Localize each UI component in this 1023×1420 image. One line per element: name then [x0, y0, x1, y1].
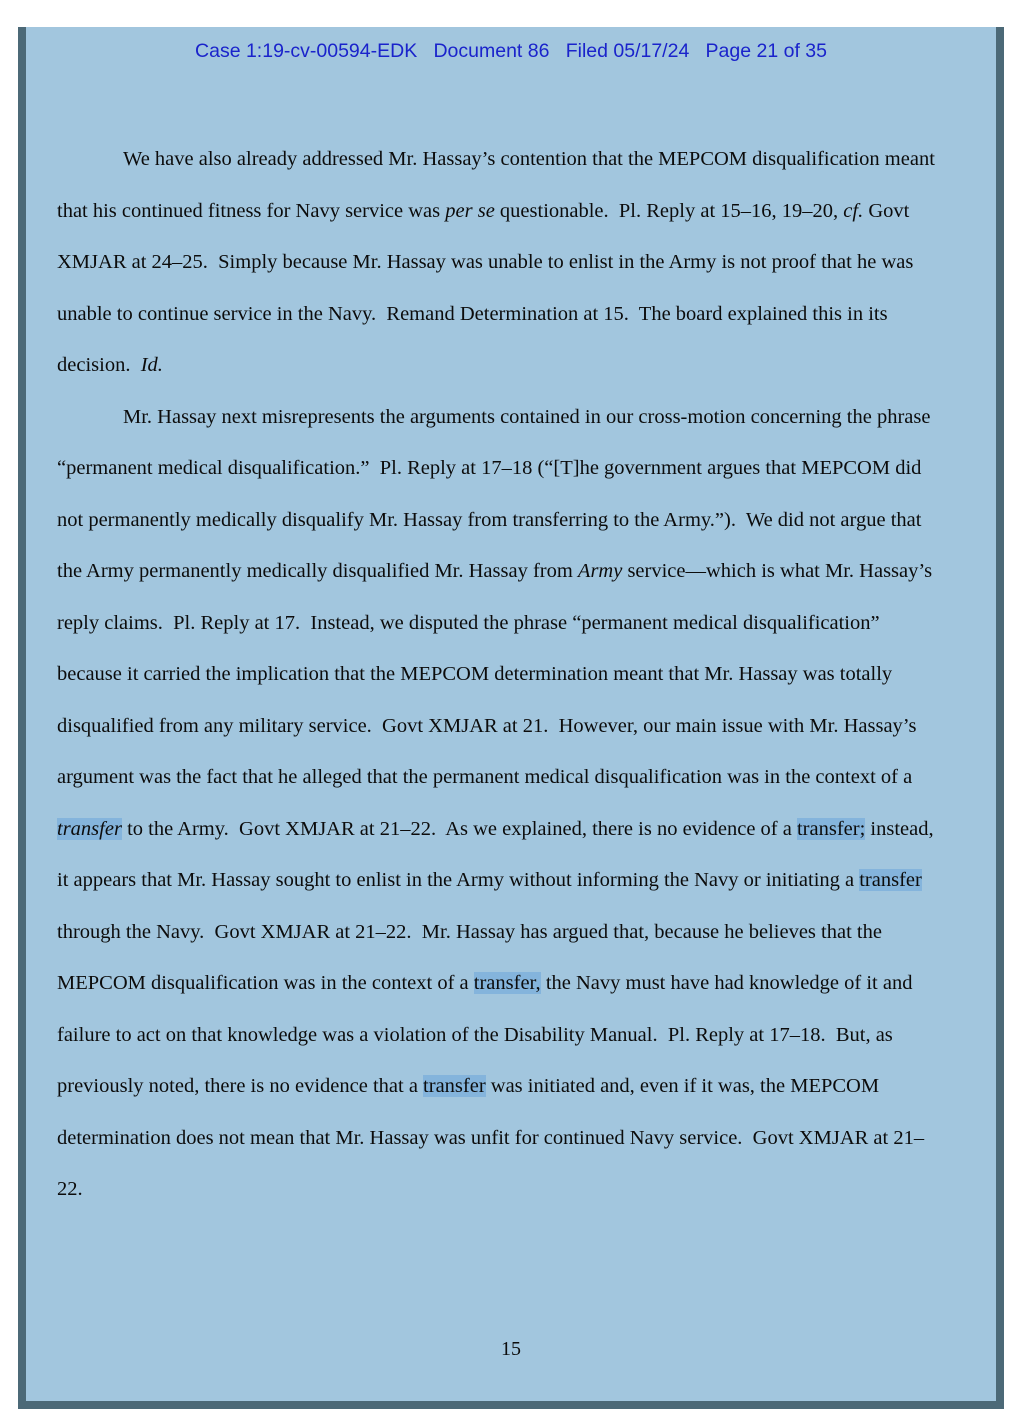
text-run: Id. [140, 354, 163, 376]
text-run: to the Army. Govt XMJAR at 21–22. As we explained, there is no evidence of a [121, 817, 797, 840]
highlighted-text: transfer [859, 869, 922, 891]
text-run: service—which is what Mr. Hassay’s reply claims. Pl. Reply at 17. Instead, we disputed the phrase “permanent medical disqualification” because it carried the implication that the MEPCOM determination meant that Mr. Hassay was totally disqualified from any military service. Govt XMJAR at 21. However, our main issue with Mr. Hassay’s argument was the fact that he alleged that the permanent medical disqualification was in the context of a [57, 560, 938, 788]
text-run: instead, it appears that Mr. Hassay sought to enlist in the Army without informing the Navy or initiating a [57, 817, 939, 891]
highlighted-text: transfer, [473, 972, 541, 994]
text-run: cf. [843, 199, 864, 222]
case-stamp-header: Case 1:19-cv-00594-EDK Document 86 Filed 05/17/24 Page 21 of 35 [195, 40, 827, 62]
page-number: 15 [501, 1338, 521, 1360]
highlighted-text: transfer [423, 1075, 486, 1097]
text-run: per se [445, 199, 495, 222]
paragraph [57, 392, 946, 1216]
highlighted-text: transfer; [796, 817, 866, 840]
text-run: was initiated and, even if it was, the MEPCOM determination does not mean that Mr. Hassay was unfit for continued Navy service. Govt XMJAR at 21–22. [57, 1075, 925, 1200]
highlighted-text: transfer [57, 817, 122, 840]
document-page [18, 27, 1004, 1409]
text-run: through the Navy. Govt XMJAR at 21–22. Mr. Hassay has argued that, because he believes that the MEPCOM disqualification was in the context of a [57, 869, 927, 994]
text-run: the Navy must have had knowledge of it and failure to act on that knowledge was a violation of the Disability Manual. Pl. Reply at 17–18. But, as previously noted, there is no evidence that a [57, 972, 918, 1097]
text-run: We have also already addressed Mr. Hassay’s contention that the MEPCOM disqualification meant that his continued fitness for Navy service was [57, 148, 941, 222]
text-run: Mr. Hassay next misrepresents the arguments contained in our cross-motion concerning the phrase “permanent medical disqualification.” Pl. Reply at 17–18 (“[T]he government argues that MEPCOM did not permanently medically disqualify Mr. Hassay from transferring to the Army.”). We did not argue that the Army permanently medically disqualified Mr. Hassay from [57, 405, 936, 582]
text-run: questionable. Pl. Reply at 15–16, 19–20, [494, 199, 844, 222]
paragraph [57, 134, 946, 392]
text-run: Army [577, 560, 623, 582]
document-body [57, 134, 946, 1216]
text-run: Govt XMJAR at 24–25. Simply because Mr. Hassay was unable to enlist in the Army is not proof that he was unable to continue service in the Navy. Remand Determination at 15. The board explained this in its decision. [57, 199, 919, 376]
